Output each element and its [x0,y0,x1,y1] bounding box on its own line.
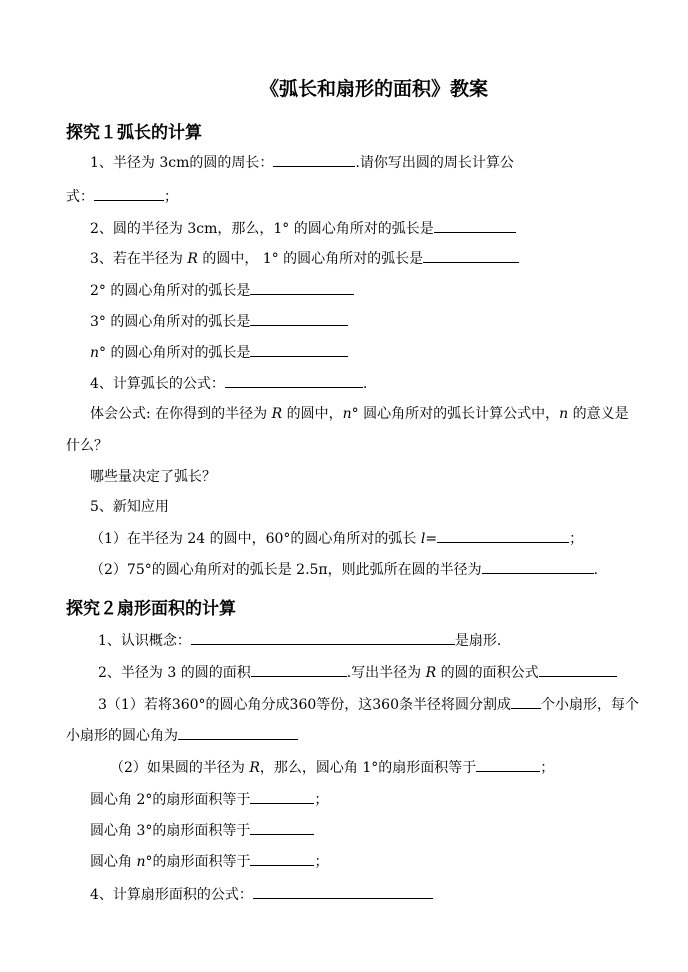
s1-which-text: 哪些量决定了弧长？ [90,469,216,485]
s1-think-text-a: 体会公式: 在你得到的半径为 [90,406,272,422]
s1-q3d-line [90,311,348,332]
s1-q3e-var: n [90,345,100,361]
s1-q1-text-c: 式： [66,189,94,205]
s1-q3c-line [90,280,354,301]
s2-q3-2-line [110,757,554,778]
s2-q3-text-a: 3（1）若将360°的圆心角分成360等份，这360条半径将圆分割成 [98,697,511,713]
s2-q2-var: R [425,665,437,681]
page-title: 《弧长和扇形的面积》教案 [259,78,488,100]
s1-think-line-2 [66,436,108,456]
s1-q5-text: 5、新知应用 [90,499,169,515]
s2-q3-2-var: R [249,760,260,776]
s2-q2-blank-1[interactable] [251,662,347,677]
s2-q3-5-blank[interactable] [250,851,314,866]
s1-q2-line [90,218,516,239]
s1-q3d-blank[interactable] [250,311,348,326]
s2-q3-2-text-a: （2）如果圆的半径为 [110,760,250,776]
s2-q4-text: 4、计算扇形面积的公式： [90,887,253,903]
s1-q3e-line [90,342,348,363]
s2-q3-line [98,694,639,715]
s1-think-var3: n [559,406,569,422]
section1-heading: 探究１弧长的计算 [66,123,202,143]
s1-q3e-blank[interactable] [250,342,348,357]
s1-q1-blank-1[interactable] [273,152,355,167]
s1-q5-1-var: l [420,531,426,547]
s1-q5-2-text-a: （2）75°的圆心角所对的弧长是 2.5π，则此弧所在圆的半径为 [90,562,482,578]
s1-q2-blank[interactable] [434,218,516,233]
s2-q3-3-text: 圆心角 2°的扇形面积等于 [90,792,251,808]
s1-think-line [90,404,629,424]
s2-q3-5-text-b: °的扇形面积等于 [145,854,251,870]
s1-q5-line [90,497,169,517]
s2-q2-text-b: .写出半径为 [346,665,426,681]
s2-q3-5-var: n [136,854,146,870]
s1-q2-text: 2、圆的半径为 3cm，那么，1° 的圆心角所对的弧长是 [90,221,434,237]
s2-q3-2-end: ； [540,760,555,776]
s1-think-text-d: 的意义是 [568,406,629,422]
s2-q1-text-b: 是扇形. [454,633,502,649]
s2-q3-4-line [90,820,314,841]
s1-think-var2: n [342,406,352,422]
s1-q5-2-line [90,559,598,580]
s1-q4-line [90,373,367,394]
s2-q3-5-text-a: 圆心角 [90,854,137,870]
s1-q5-2-end: . [593,562,599,578]
s2-q3-5-end: ； [314,854,329,870]
s2-q4-line [90,884,433,905]
s1-q3c-blank[interactable] [250,280,354,295]
s1-which-line [90,467,216,487]
s2-q3-text-b: 个小扇形，每个 [540,697,639,713]
s1-q3-var: R [187,251,198,267]
s2-q3-4-text: 圆心角 3°的扇形面积等于 [90,823,251,839]
s1-q1-text-a: 1、半径为 3cm的圆的周长： [90,155,274,171]
s1-q4-end: . [362,376,368,392]
s1-think-var1: R [271,406,283,422]
s1-q5-1-line [90,528,583,549]
s1-q1-line-2 [66,186,178,207]
s1-q5-1-end: ； [569,531,584,547]
s2-q3-5-line [90,851,328,872]
s1-q3-blank-1[interactable] [423,248,519,263]
s2-q1-text-a: 1、认识概念： [98,633,191,649]
s2-q3-2-text-b: ，那么，圆心角 1°的扇形面积等于 [259,760,477,776]
s1-q3-text-a: 3、若在半径为 [90,251,188,267]
s2-q3-2-blank[interactable] [476,757,540,772]
s1-q1-text-d: ； [164,189,178,205]
s1-q5-2-blank[interactable] [482,559,594,574]
s1-think-text-e: 什么？ [66,438,108,454]
s1-q5-1-blank[interactable] [437,528,569,543]
s2-q3-blank-2[interactable] [178,725,298,740]
s2-q2-text-a: 2、半径为 3 的圆的面积 [98,665,251,681]
s2-q3-line-2 [66,725,298,746]
section2-heading: 探究２扇形面积的计算 [66,599,236,619]
s1-q4-blank[interactable] [225,373,363,388]
s1-q3d-text: 3° 的圆心角所对的弧长是 [90,314,251,330]
s1-think-text-b: 的圆中， [282,406,343,422]
s2-q2-line [98,662,617,683]
s2-q3-4-blank[interactable] [250,820,314,835]
s1-q1-line [90,152,514,173]
s2-q3-3-line [90,789,328,810]
s2-q3-blank-1[interactable] [511,694,541,709]
s1-q5-1-text-a: （1）在半径为 24 的圆中，60°的圆心角所对的弧长 [90,531,421,547]
s2-q3-text-c: 小扇形的圆心角为 [66,728,178,744]
s1-think-text-c: ° 圆心角所对的弧长计算公式中， [351,406,560,422]
s1-q4-text: 4、计算弧长的公式： [90,376,225,392]
s2-q2-text-c: 的圆的面积公式 [436,665,539,681]
s1-q5-1-text-b: = [425,531,438,547]
s2-q1-line [98,630,501,651]
s2-q3-3-end: ； [314,792,329,808]
s2-q2-blank-2[interactable] [539,662,617,677]
s2-q4-blank[interactable] [253,884,433,899]
s2-q3-3-blank[interactable] [250,789,314,804]
s1-q3e-text: ° 的圆心角所对的弧长是 [99,345,251,361]
s2-q1-blank[interactable] [191,630,455,645]
s1-q3c-text: 2° 的圆心角所对的弧长是 [90,283,251,299]
s1-q1-text-b: .请你写出圆的周长计算公 [355,155,514,171]
s1-q1-blank-2[interactable] [94,186,164,201]
s1-q3-line [90,248,519,269]
s1-q3-text-b: 的圆中， 1° 的圆心角所对的弧长是 [197,251,424,267]
